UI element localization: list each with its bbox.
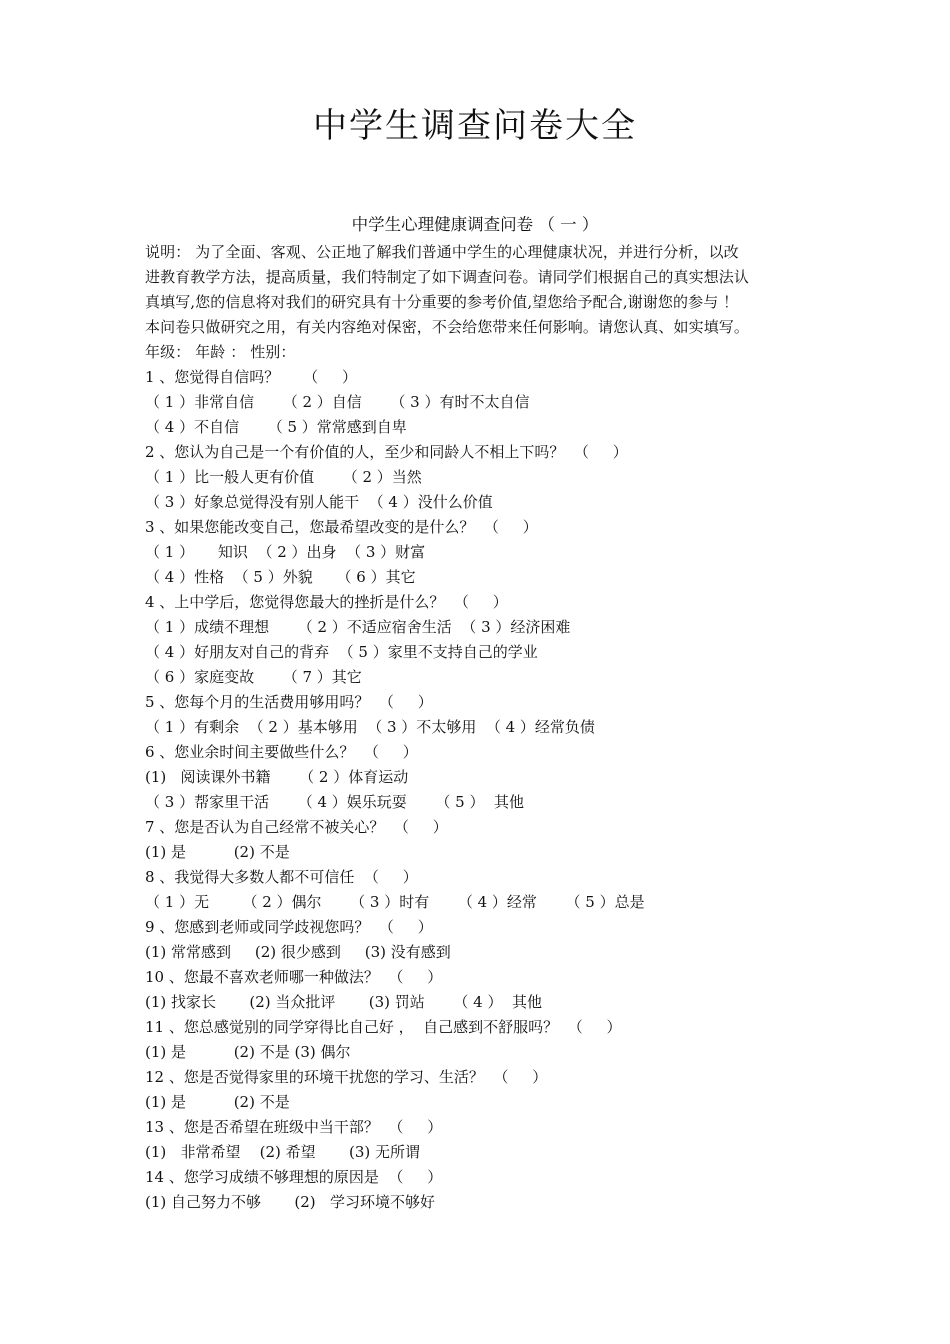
options-line: (1) 是 (2) 不是 [145, 1093, 290, 1111]
intro-line: 进教育教学方法，提高质量，我们特制定了如下调查问卷。请同学们根据自己的真实想法认 [145, 268, 750, 286]
options-line: （ 1 ） 知识 （ 2 ）出身 （ 3 ）财富 [145, 543, 426, 561]
options-line: （ 6 ）家庭变故 （ 7 ）其它 [145, 668, 362, 686]
options-line: （ 1 ）有剩余 （ 2 ）基本够用 （ 3 ）不太够用 （ 4 ）经常负债 [145, 718, 595, 736]
question-line: 8 、我觉得大多数人都不可信任 （ ） [145, 868, 418, 886]
options-line: （ 4 ）好朋友对自己的背弃 （ 5 ）家里不支持自己的学业 [145, 643, 538, 661]
options-line: （ 3 ）帮家里干活 （ 4 ）娱乐玩耍 （ 5 ） 其他 [145, 793, 524, 811]
questionnaire-subtitle: 中学生心理健康调查问卷 （ 一 ） [351, 215, 599, 234]
options-line: （ 1 ）成绩不理想 （ 2 ）不适应宿舍生活 （ 3 ）经济困难 [145, 618, 571, 636]
options-line: （ 4 ）不自信 （ 5 ）常常感到自卑 [145, 418, 407, 436]
options-line: (1) 非常希望 (2) 希望 (3) 无所谓 [145, 1143, 421, 1161]
question-line: 12 、您是否觉得家里的环境干扰您的学习、生活？ （ ） [145, 1068, 548, 1086]
options-line: （ 1 ）无 （ 2 ）偶尔 （ 3 ）时有 （ 4 ）经常 （ 5 ）总是 [145, 893, 645, 911]
question-line: 4 、上中学后，您觉得您最大的挫折是什么？ （ ） [145, 593, 508, 611]
question-line: 6 、您业余时间主要做些什么？ （ ） [145, 743, 418, 761]
options-line: （ 3 ）好象总觉得没有别人能干 （ 4 ）没什么价值 [145, 493, 493, 511]
document-body [145, 240, 813, 1215]
question-line: 10 、您最不喜欢老师哪一种做法？ （ ） [145, 968, 443, 986]
question-line: 2 、您认为自己是一个有价值的人，至少和同龄人不相上下吗？ （ ） [145, 443, 628, 461]
options-line: （ 4 ）性格 （ 5 ）外貌 （ 6 ）其它 [145, 568, 416, 586]
question-line: 9 、您感到老师或同学歧视您吗？ （ ） [145, 918, 433, 936]
options-line: (1) 找家长 (2) 当众批评 (3) 罚站 （ 4 ） 其他 [145, 993, 543, 1011]
question-line: 1 、您觉得自信吗？ （ ） [145, 368, 357, 386]
intro-line: 说明： 为了全面、客观、公正地了解我们普通中学生的心理健康状况，并进行分析，以改 [145, 243, 739, 261]
question-line: 3 、如果您能改变自己，您最希望改变的是什么？ （ ） [145, 518, 538, 536]
options-line: (1) 常常感到 (2) 很少感到 (3) 没有感到 [145, 943, 451, 961]
options-line: （ 1 ）非常自信 （ 2 ）自信 （ 3 ）有时不太自信 [145, 393, 530, 411]
document-title: 中学生调查问卷大全 [313, 106, 637, 146]
options-line: (1) 阅读课外书籍 （ 2 ）体育运动 [145, 768, 409, 786]
question-line: 11 、您总感觉别的同学穿得比自己好 ， 自己感到不舒服吗？ （ ） [145, 1018, 622, 1036]
options-line: （ 1 ）比一般人更有价值 （ 2 ）当然 [145, 468, 422, 486]
question-line: 14 、您学习成绩不够理想的原因是 （ ） [145, 1168, 443, 1186]
options-line: (1) 是 (2) 不是 (3) 偶尔 [145, 1043, 351, 1061]
questions-section [145, 365, 813, 1215]
question-line: 7 、您是否认为自己经常不被关心？ （ ） [145, 818, 448, 836]
question-line: 5 、您每个月的生活费用够用吗？ （ ） [145, 693, 433, 711]
student-info-line: 年级： 年龄 ： 性别： [145, 343, 296, 361]
options-line: (1) 自己努力不够 (2) 学习环境不够好 [145, 1193, 435, 1211]
options-line: (1) 是 (2) 不是 [145, 843, 290, 861]
question-line: 13 、您是否希望在班级中当干部？ （ ） [145, 1118, 443, 1136]
intro-line: 本问卷只做研究之用，有关内容绝对保密，不会给您带来任何影响。请您认真、如实填写。 [145, 318, 750, 336]
intro-line: 真填写,您的信息将对我们的研究具有十分重要的参考价值,望您给予配合,谢谢您的参与 ！ [145, 293, 739, 311]
intro-section [145, 240, 813, 365]
